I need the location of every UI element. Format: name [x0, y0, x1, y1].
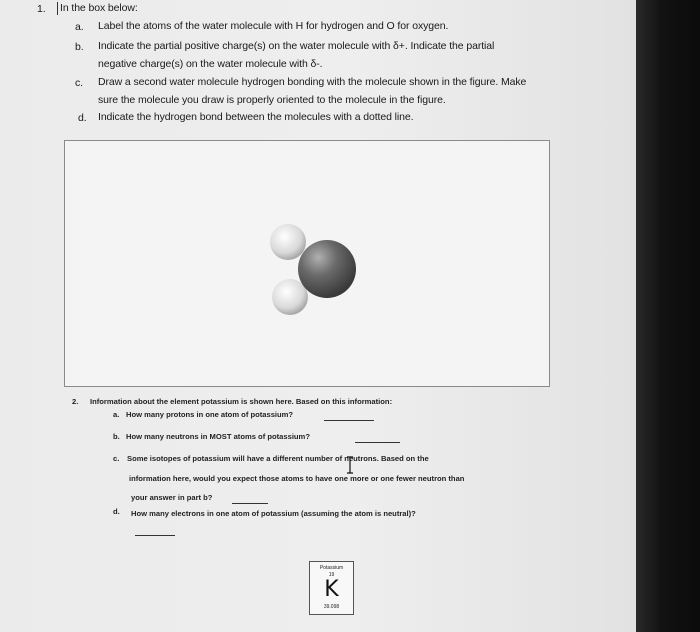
- q2a-answer-blank[interactable]: [324, 420, 374, 421]
- element-name: Potassium: [319, 565, 344, 571]
- q1-number: 1.: [37, 3, 46, 15]
- q2b-answer-blank[interactable]: [355, 442, 400, 443]
- q1b-letter: b.: [75, 41, 84, 53]
- potassium-element-card: [309, 561, 354, 615]
- q2c-line1: Some isotopes of potassium will have a different number of neutrons. Based on the: [127, 454, 429, 463]
- element-atomic-number: 19: [328, 572, 335, 578]
- q2b-text: How many neutrons in MOST atoms of potassium?: [126, 432, 310, 441]
- q2a-letter: a.: [113, 410, 120, 419]
- q1b-line2: negative charge(s) on the water molecule with δ-.: [98, 58, 323, 70]
- q2b-letter: b.: [113, 432, 120, 441]
- q2-number: 2.: [72, 397, 79, 406]
- text-cursor-icon: [346, 456, 354, 474]
- element-symbol: K: [324, 577, 339, 602]
- q1b-line1: Indicate the partial positive charge(s) on the water molecule with δ+. Indicate the partial: [98, 40, 495, 52]
- q2d-text: How many electrons in one atom of potassium (assuming the atom is neutral)?: [131, 509, 416, 518]
- q2c-letter: c.: [113, 454, 120, 463]
- q2d-letter: d.: [113, 507, 120, 516]
- q1d-letter: d.: [78, 112, 87, 124]
- oxygen-atom: [298, 240, 356, 298]
- q1-intro: In the box below:: [57, 2, 138, 15]
- element-atomic-mass: 39.098: [323, 604, 340, 610]
- q1a-text: Label the atoms of the water molecule with H for hydrogen and O for oxygen.: [98, 20, 449, 32]
- q2c-line2: information here, would you expect those atoms to have one more or one fewer neutron than: [129, 474, 465, 483]
- answer-box[interactable]: [64, 140, 550, 387]
- q1d-text: Indicate the hydrogen bond between the molecules with a dotted line.: [98, 111, 414, 123]
- q2c-line3: your answer in part b?: [131, 493, 213, 502]
- background-shadow: [636, 0, 700, 632]
- q1a-letter: a.: [75, 21, 84, 33]
- water-molecule-figure: [65, 141, 549, 386]
- q1c-line2: sure the molecule you draw is properly oriented to the molecule in the figure.: [98, 94, 446, 106]
- q2-intro: Information about the element potassium is shown here. Based on this information:: [90, 397, 393, 406]
- q2d-answer-blank[interactable]: [135, 535, 175, 536]
- q1c-letter: c.: [75, 77, 83, 89]
- q2c-answer-blank[interactable]: [232, 503, 268, 504]
- q1c-line1: Draw a second water molecule hydrogen bonding with the molecule shown in the figure. Make: [98, 76, 527, 88]
- q2a-text: How many protons in one atom of potassium?: [126, 410, 294, 419]
- hydrogen-atom-top: [270, 224, 306, 260]
